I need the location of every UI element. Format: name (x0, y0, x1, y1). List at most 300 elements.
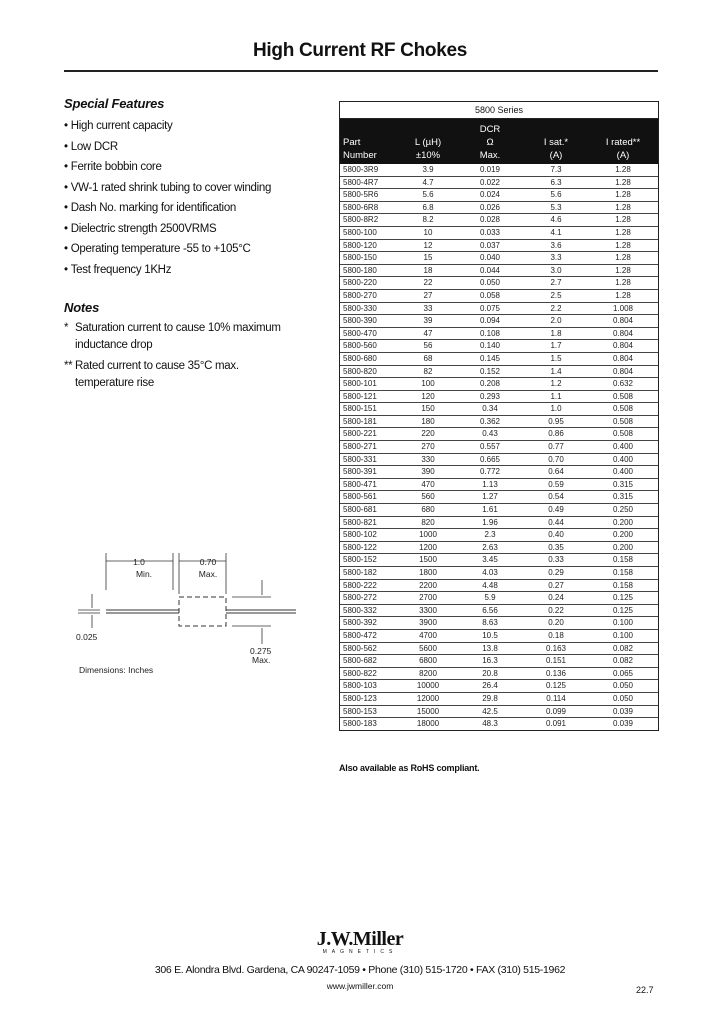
page-number: 22.7 (636, 985, 654, 995)
cell-irated: 1.28 (615, 165, 631, 174)
cell-part-number: 5800-392 (343, 618, 377, 628)
cell-irated: 0.039 (612, 719, 634, 729)
cell-inductance: 3900 (419, 618, 437, 628)
table-row (340, 327, 658, 340)
dim-lead-value: 1.0 (133, 557, 145, 567)
cell-inductance: 18 (423, 265, 433, 275)
cell-isat: 4.6 (550, 215, 562, 225)
cell-isat: 2.7 (550, 278, 562, 288)
cell-inductance: 12000 (416, 693, 440, 703)
cell-part-number: 5800-470 (343, 328, 377, 338)
company-logo (0, 928, 720, 955)
cell-dcr: 0.033 (479, 227, 501, 237)
table-row (340, 201, 658, 214)
table-row (340, 453, 658, 466)
cell-part-number: 5800-820 (343, 366, 377, 376)
header-irat-1: I rated** (605, 137, 641, 148)
header-isat-1: I sat.* (543, 137, 569, 148)
table-row (340, 692, 658, 705)
cell-part-number: 5800-8R2 (343, 215, 379, 225)
header-part-1: Part (343, 137, 361, 148)
feature-item: • High current capacity (64, 116, 324, 137)
cell-inductance: 4700 (419, 630, 437, 640)
cell-isat: 0.125 (545, 681, 567, 691)
cell-irated: 0.125 (612, 593, 634, 603)
cell-inductance: 6.8 (422, 202, 434, 212)
cell-isat: 0.27 (548, 580, 564, 590)
cell-dcr: 20.8 (482, 668, 498, 678)
cell-isat: 0.35 (548, 542, 564, 552)
cell-irated: 0.632 (612, 379, 634, 389)
cell-inductance: 5600 (419, 643, 437, 653)
cell-isat: 3.3 (550, 253, 562, 263)
cell-inductance: 2700 (419, 593, 437, 603)
cell-isat: 6.3 (550, 177, 562, 187)
header-irat-2: (A) (616, 150, 630, 161)
table-row (340, 503, 658, 516)
cell-inductance: 15000 (416, 706, 440, 716)
cell-dcr: 4.03 (482, 568, 498, 577)
cell-isat: 0.18 (548, 630, 564, 640)
feature-item: • Test frequency 1KHz (64, 260, 324, 281)
cell-inductance: 68 (423, 353, 433, 363)
cell-inductance: 220 (421, 429, 435, 439)
table-row (340, 440, 658, 453)
cell-dcr: 0.665 (479, 454, 501, 464)
cell-isat: 4.1 (550, 227, 562, 237)
cell-part-number: 5800-682 (343, 656, 377, 666)
cell-dcr: 0.108 (479, 328, 501, 338)
cell-part-number: 5800-271 (343, 442, 377, 452)
cell-isat: 0.136 (545, 668, 567, 678)
feature-item: • Ferrite bobbin core (64, 157, 324, 178)
table-row (340, 251, 658, 264)
cell-isat: 7.3 (550, 165, 562, 174)
table-row (340, 213, 658, 226)
cell-isat: 2.2 (550, 303, 562, 313)
cell-inductance: 10 (423, 227, 433, 237)
cell-inductance: 6800 (419, 656, 437, 666)
cell-part-number: 5800-4R7 (343, 177, 379, 187)
cell-irated: 0.200 (612, 542, 634, 552)
cell-dcr: 0.094 (479, 316, 501, 326)
cell-inductance: 56 (423, 341, 433, 351)
cell-dcr: 0.43 (482, 429, 498, 439)
cell-irated: 1.008 (612, 303, 634, 313)
cell-isat: 0.091 (545, 719, 567, 729)
header-l-2: ±10% (415, 150, 441, 161)
cell-dcr: 0.024 (479, 190, 501, 200)
cell-irated: 1.28 (615, 202, 631, 212)
cell-part-number: 5800-332 (343, 605, 377, 615)
table-row (340, 478, 658, 491)
cell-irated: 0.065 (612, 668, 634, 678)
cell-isat: 0.77 (548, 442, 564, 452)
features-list (64, 116, 324, 280)
cell-irated: 0.050 (612, 681, 634, 691)
cell-irated: 0.804 (612, 316, 634, 326)
dimension-diagram (66, 550, 296, 685)
cell-inductance: 330 (421, 454, 435, 464)
cell-part-number: 5800-121 (343, 391, 377, 401)
cell-dcr: 1.13 (482, 479, 498, 489)
page-title: High Current RF Chokes (252, 40, 468, 61)
cell-irated: 1.28 (615, 278, 631, 288)
header-dcr-2: Ω (486, 137, 494, 148)
cell-part-number: 5800-120 (343, 240, 377, 250)
cell-irated: 0.158 (612, 580, 634, 590)
cell-inductance: 4.7 (422, 177, 434, 187)
cell-isat: 0.151 (545, 656, 567, 666)
table-row (340, 176, 658, 189)
cell-isat: 5.6 (550, 190, 562, 200)
cell-isat: 0.54 (548, 492, 564, 502)
cell-isat: 0.95 (548, 416, 564, 426)
cell-part-number: 5800-472 (343, 630, 377, 640)
logo-subtext: MAGNETICS (322, 949, 398, 955)
cell-inductance: 100 (421, 379, 435, 389)
table-row (340, 302, 658, 315)
cell-dcr: 0.208 (479, 379, 501, 389)
cell-part-number: 5800-151 (343, 404, 377, 414)
cell-dcr: 0.772 (479, 467, 501, 477)
header-isat-2: (A) (549, 150, 563, 161)
note-1 (64, 320, 334, 354)
table-row (340, 654, 658, 667)
cell-dcr: 26.4 (482, 681, 498, 691)
cell-part-number: 5800-152 (343, 555, 377, 565)
cell-isat: 0.64 (548, 467, 564, 477)
cell-irated: 0.100 (612, 618, 634, 628)
header-inductance (404, 119, 452, 164)
note-2 (64, 358, 334, 392)
cell-isat: 2.0 (550, 316, 562, 326)
cell-dcr: 29.8 (482, 693, 498, 703)
cell-part-number: 5800-822 (343, 668, 377, 678)
cell-part-number: 5800-681 (343, 505, 377, 515)
note-1-line-1: Saturation current to cause 10% maximum (75, 322, 281, 334)
cell-isat: 0.86 (548, 429, 564, 439)
table-row (340, 365, 658, 378)
specs-table (339, 101, 659, 731)
cell-inductance: 3.9 (422, 165, 434, 174)
cell-dcr: 0.026 (479, 202, 501, 212)
dim-lead-label: Min. (135, 569, 153, 579)
cell-part-number: 5800-330 (343, 303, 377, 313)
table-row (340, 717, 658, 730)
cell-dcr: 8.63 (482, 618, 498, 628)
feature-item: • Operating temperature -55 to +105°C (64, 239, 324, 260)
cell-dcr: 0.044 (479, 265, 501, 275)
special-features (64, 96, 324, 280)
feature-item: • Dielectric strength 2500VRMS (64, 219, 324, 240)
cell-part-number: 5800-5R6 (343, 190, 379, 200)
table-row (340, 377, 658, 390)
cell-inductance: 120 (421, 391, 435, 401)
cell-isat: 0.40 (548, 530, 564, 540)
table-row (340, 390, 658, 403)
dimensions-caption: Dimensions: Inches (79, 665, 154, 675)
cell-part-number: 5800-220 (343, 278, 377, 288)
cell-isat: 1.4 (550, 366, 562, 376)
cell-dcr: 48.3 (482, 719, 498, 729)
cell-isat: 0.22 (548, 605, 564, 615)
cell-inductance: 2200 (419, 580, 437, 590)
cell-inductance: 10000 (416, 681, 440, 691)
cell-isat: 0.24 (548, 593, 564, 603)
title-rule (64, 70, 658, 72)
table-row (340, 188, 658, 201)
cell-inductance: 390 (421, 467, 435, 477)
cell-dcr: 4.48 (482, 580, 498, 590)
cell-dcr: 0.293 (479, 391, 501, 401)
cell-dcr: 0.557 (479, 442, 501, 452)
table-row (340, 604, 658, 617)
cell-irated: 0.804 (612, 353, 634, 363)
cell-dcr: 1.61 (482, 505, 498, 515)
cell-isat: 0.44 (548, 517, 564, 527)
dim-body-dia-value: 0.275 (250, 646, 272, 656)
features-heading: Special Features (64, 96, 165, 111)
cell-part-number: 5800-390 (343, 316, 377, 326)
cell-irated: 0.200 (612, 517, 634, 527)
cell-irated: 1.28 (615, 253, 631, 263)
cell-irated: 0.200 (612, 530, 634, 540)
cell-part-number: 5800-272 (343, 593, 377, 603)
cell-inductance: 8200 (419, 668, 437, 678)
cell-inductance: 39 (423, 316, 433, 326)
company-address: 306 E. Alondra Blvd. Gardena, CA 90247-1059 • Phone (310) 515-1720 • FAX (310) 515-1962 (154, 964, 566, 976)
header-irated (594, 119, 652, 164)
cell-dcr: 0.362 (479, 416, 501, 426)
header-dcr (462, 119, 518, 164)
cell-inductance: 27 (423, 290, 433, 300)
cell-irated: 0.508 (612, 416, 634, 426)
logo-text: J.W.Miller (316, 928, 404, 950)
cell-part-number: 5800-180 (343, 265, 377, 275)
cell-irated: 1.28 (615, 240, 631, 250)
cell-inductance: 82 (423, 366, 433, 376)
cell-dcr: 0.022 (479, 177, 501, 187)
cell-irated: 1.28 (615, 215, 631, 225)
cell-irated: 1.28 (615, 290, 631, 300)
table-row (340, 465, 658, 478)
cell-irated: 0.804 (612, 366, 634, 376)
feature-item: • Dash No. marking for identification (64, 198, 324, 219)
cell-inductance: 470 (421, 479, 435, 489)
cell-inductance: 18000 (416, 719, 440, 729)
cell-part-number: 5800-222 (343, 580, 377, 590)
note-1-mark: * (64, 322, 69, 334)
cell-isat: 1.1 (550, 391, 562, 401)
cell-inductance: 680 (421, 505, 435, 515)
cell-irated: 0.400 (612, 467, 634, 477)
cell-part-number: 5800-561 (343, 492, 377, 502)
cell-isat: 0.099 (545, 706, 567, 716)
dim-body-dia-label: Max. (252, 655, 271, 665)
cell-part-number: 5800-101 (343, 379, 377, 389)
cell-part-number: 5800-562 (343, 643, 377, 653)
table-row (340, 427, 658, 440)
cell-dcr: 3.45 (482, 555, 498, 565)
cell-irated: 0.804 (612, 341, 634, 351)
cell-dcr: 6.56 (482, 605, 498, 615)
dim-wire-value: 0.025 (76, 632, 98, 642)
cell-inductance: 22 (423, 278, 433, 288)
table-row (340, 528, 658, 541)
cell-part-number: 5800-560 (343, 341, 377, 351)
table-row (340, 541, 658, 554)
cell-dcr: 42.5 (482, 706, 498, 716)
cell-inductance: 8.2 (422, 215, 434, 225)
table-row (340, 642, 658, 655)
cell-irated: 0.315 (612, 479, 634, 489)
table-row (340, 264, 658, 277)
cell-dcr: 0.028 (479, 215, 501, 225)
cell-isat: 0.114 (546, 693, 566, 703)
cell-irated: 0.508 (612, 404, 634, 414)
cell-isat: 0.163 (545, 643, 567, 653)
cell-inductance: 1500 (419, 555, 437, 565)
cell-inductance: 47 (423, 328, 433, 338)
table-row (340, 705, 658, 718)
cell-irated: 1.28 (615, 227, 631, 237)
cell-isat: 3.0 (550, 265, 562, 275)
table-body (340, 164, 658, 730)
cell-part-number: 5800-183 (343, 719, 377, 729)
note-1-line-2: inductance drop (75, 339, 153, 351)
cell-inductance: 180 (421, 416, 435, 426)
table-row (340, 579, 658, 592)
cell-dcr: 10.5 (482, 630, 498, 640)
table-row (340, 490, 658, 503)
note-2-mark: ** (64, 360, 73, 372)
header-dcr-1: DCR (479, 124, 501, 135)
table-row (340, 679, 658, 692)
cell-irated: 0.100 (612, 630, 634, 640)
table-row (340, 339, 658, 352)
cell-dcr: 0.037 (479, 240, 501, 250)
cell-dcr: 0.145 (479, 353, 501, 363)
cell-irated: 1.28 (615, 265, 631, 275)
cell-dcr: 16.3 (482, 656, 498, 666)
cell-inductance: 1000 (419, 530, 437, 540)
cell-isat: 0.33 (548, 555, 564, 565)
cell-isat: 1.0 (550, 404, 562, 414)
cell-dcr: 0.019 (479, 165, 501, 174)
cell-part-number: 5800-821 (343, 517, 377, 527)
cell-part-number: 5800-123 (343, 693, 377, 703)
cell-isat: 5.3 (550, 202, 562, 212)
table-row (340, 276, 658, 289)
notes-heading: Notes (64, 300, 100, 315)
cell-irated: 0.508 (612, 391, 634, 401)
cell-part-number: 5800-153 (343, 706, 377, 716)
cell-isat: 1.5 (550, 353, 562, 363)
table-row (340, 314, 658, 327)
cell-irated: 0.125 (612, 605, 634, 615)
cell-inductance: 33 (423, 303, 433, 313)
cell-irated: 0.082 (612, 643, 634, 653)
dim-body-label: Max. (198, 569, 218, 579)
header-l-1: L (µH) (414, 137, 442, 148)
cell-part-number: 5800-270 (343, 290, 377, 300)
table-row (340, 289, 658, 302)
cell-irated: 0.050 (612, 693, 634, 703)
table-row (340, 352, 658, 365)
series-label: 5800 Series (340, 102, 658, 119)
cell-irated: 0.158 (612, 555, 634, 565)
table-row (340, 629, 658, 642)
cell-isat: 3.6 (550, 240, 562, 250)
cell-part-number: 5800-181 (343, 416, 377, 426)
cell-part-number: 5800-221 (343, 429, 377, 439)
cell-isat: 0.59 (548, 479, 564, 489)
website-link[interactable]: www.jwmiller.com (326, 981, 394, 991)
cell-isat: 1.7 (550, 341, 562, 351)
cell-part-number: 5800-680 (343, 353, 377, 363)
cell-irated: 1.28 (615, 177, 631, 187)
cell-isat: 0.49 (548, 505, 564, 515)
cell-inductance: 12 (423, 240, 433, 250)
cell-inductance: 560 (421, 492, 435, 502)
cell-inductance: 820 (421, 517, 435, 527)
table-row (340, 415, 658, 428)
cell-irated: 0.804 (612, 328, 634, 338)
cell-part-number: 5800-150 (343, 253, 377, 263)
header-isat (530, 119, 582, 164)
rohs-note: Also available as RoHS compliant. (339, 763, 480, 773)
cell-isat: 0.70 (548, 454, 564, 464)
cell-isat: 2.5 (550, 290, 562, 300)
table-header (340, 119, 658, 164)
cell-irated: 1.28 (615, 190, 631, 200)
cell-part-number: 5800-331 (343, 454, 377, 464)
table-row (340, 566, 658, 579)
cell-dcr: 2.63 (482, 542, 498, 552)
cell-inductance: 3300 (419, 605, 437, 615)
cell-part-number: 5800-100 (343, 227, 377, 237)
header-part-2: Number (343, 150, 377, 161)
cell-irated: 0.158 (612, 568, 634, 577)
table-row (340, 667, 658, 680)
table-row (340, 226, 658, 239)
table-row (340, 164, 658, 176)
table-row (340, 239, 658, 252)
cell-part-number: 5800-3R9 (343, 165, 379, 174)
cell-dcr: 0.075 (479, 303, 501, 313)
cell-dcr: 2.3 (484, 530, 496, 540)
cell-dcr: 1.27 (482, 492, 498, 502)
cell-irated: 0.250 (612, 505, 634, 515)
cell-inductance: 15 (423, 253, 433, 263)
cell-isat: 0.20 (548, 618, 564, 628)
cell-dcr: 0.058 (479, 290, 501, 300)
cell-dcr: 0.152 (479, 366, 501, 376)
cell-irated: 0.400 (612, 454, 634, 464)
cell-isat: 1.8 (550, 328, 562, 338)
cell-dcr: 0.34 (482, 404, 498, 414)
cell-inductance: 150 (421, 404, 435, 414)
cell-irated: 0.039 (612, 706, 634, 716)
note-2-line-1: Rated current to cause 35°C max. (75, 360, 239, 372)
cell-part-number: 5800-471 (343, 479, 377, 489)
cell-dcr: 13.8 (482, 643, 498, 653)
cell-inductance: 270 (421, 442, 435, 452)
table-row (340, 591, 658, 604)
cell-irated: 0.315 (612, 492, 634, 502)
table-row (340, 516, 658, 529)
